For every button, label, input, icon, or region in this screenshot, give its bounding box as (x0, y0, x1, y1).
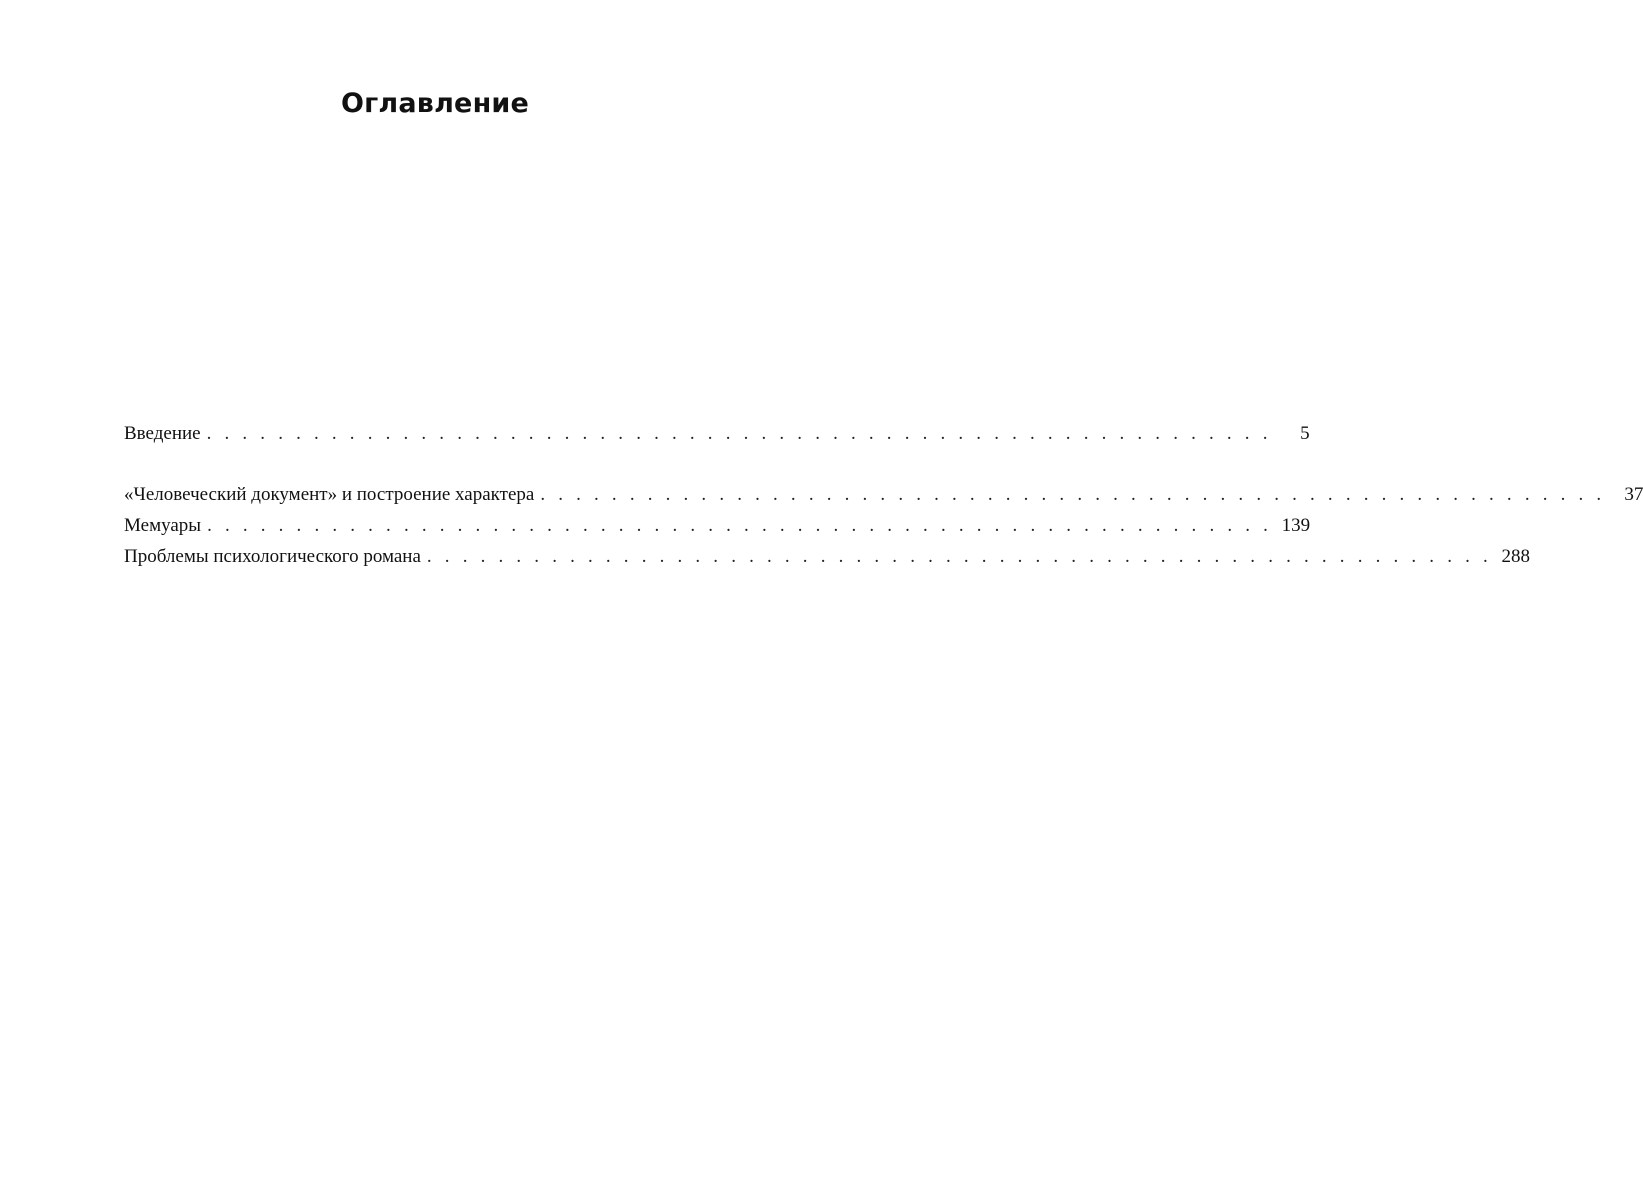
toc-entry-memoirs (124, 510, 1311, 541)
page-title: Оглавление (340, 88, 530, 119)
toc-entry-page-number: 37 (1624, 484, 1643, 505)
toc-entry-label: Введение (124, 423, 201, 444)
toc-entry-page-number: 288 (1501, 546, 1530, 567)
toc-entry-page-number: 139 (1281, 515, 1311, 536)
toc-entry-label: Проблемы психологического романа (124, 546, 421, 567)
dot-leader: . . . . . . . . . . . . . . . . . . . . . . . . . . . . . . . . . . . . . . . . . . . . . . . . . . . . . . . . . . . . (426, 546, 1492, 567)
toc-entry-label: Мемуары (124, 515, 202, 536)
dot-leader: . . . . . . . . . . . . . . . . . . . . . . . . . . . . . . . . . . . . . . . . . . . . . . . . . . . . . . . . . . . . (206, 423, 1272, 444)
dot-leader: . . . . . . . . . . . . . . . . . . . . . . . . . . . . . . . . . . . . . . . . . . . . . . . . . . . . . . . . . . . . (207, 515, 1273, 536)
toc-entry-psychological-novel (124, 541, 1530, 572)
table-of-contents (124, 418, 1643, 572)
toc-entry-page-number: 5 (1300, 423, 1310, 444)
dot-leader: . . . . . . . . . . . . . . . . . . . . . . . . . . . . . . . . . . . . . . . . . . . . . . . . . . . . . . . . . . . . (540, 484, 1606, 505)
toc-entry-label: «Человеческий документ» и построение характера (124, 484, 535, 505)
toc-entry-introduction (124, 418, 1310, 449)
toc-entry-human-document (124, 479, 1643, 510)
